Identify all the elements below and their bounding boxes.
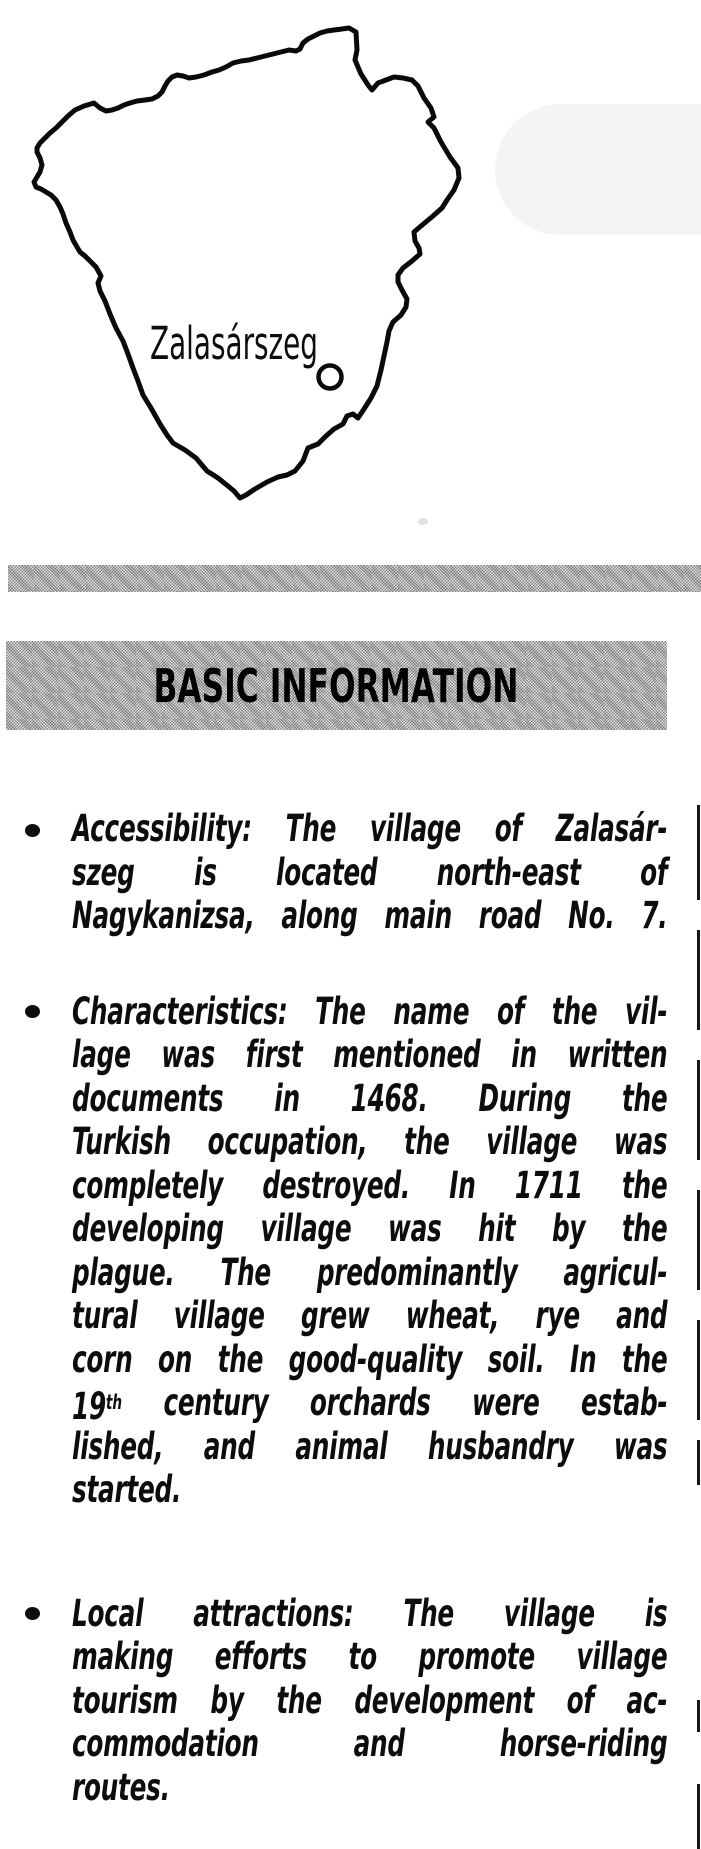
scan-blob-artifact <box>495 104 701 235</box>
text-line <box>72 1679 667 1723</box>
word: first <box>245 1033 303 1076</box>
word: along <box>281 894 358 937</box>
word: village <box>503 1591 595 1635</box>
word: orchards <box>309 1381 431 1424</box>
word: szeg <box>72 850 135 894</box>
word: No. <box>568 894 615 937</box>
word: the <box>621 1163 668 1207</box>
word: Accessibility: <box>72 807 252 850</box>
text-line <box>72 1635 667 1679</box>
word: and <box>353 1722 405 1765</box>
bullet-dot <box>25 1005 40 1018</box>
word: The <box>220 1250 271 1294</box>
word: attractions: <box>193 1591 354 1635</box>
word: husbandry <box>427 1424 574 1468</box>
word: In <box>449 1163 476 1207</box>
word: Nagykanizsa, <box>72 894 255 937</box>
edge-mark <box>697 1190 700 1290</box>
word: by <box>551 1207 586 1250</box>
word: The <box>285 807 337 850</box>
section-title: BASIC INFORMATION <box>153 659 519 713</box>
word: on <box>157 1337 193 1381</box>
word: 1711 <box>514 1163 583 1207</box>
county-outline-map <box>0 0 480 520</box>
bullet-dot <box>25 1607 40 1620</box>
word: commodation <box>72 1722 259 1765</box>
word: tural <box>72 1294 138 1337</box>
word: is <box>644 1591 668 1635</box>
edge-mark <box>697 1700 700 1732</box>
word: was <box>161 1033 215 1076</box>
word: of <box>494 807 522 850</box>
edge-mark <box>697 930 700 1030</box>
word: promote <box>418 1635 535 1678</box>
county-border-path <box>34 28 459 498</box>
text-line <box>72 1425 667 1469</box>
section-banner <box>6 641 667 730</box>
edge-mark <box>697 805 700 900</box>
text-line <box>72 1294 667 1338</box>
word: village <box>576 1635 668 1678</box>
word: the <box>551 989 598 1033</box>
word: Local <box>72 1591 144 1635</box>
bullet-dot <box>25 824 40 837</box>
edge-mark <box>697 1060 700 1160</box>
word: making <box>72 1635 174 1678</box>
word: main <box>384 894 452 937</box>
word: rye <box>535 1294 580 1337</box>
word: destroyed. <box>262 1163 410 1207</box>
word: ac- <box>626 1678 668 1722</box>
text-line <box>72 807 667 851</box>
word: wheat, <box>405 1294 500 1337</box>
word: is <box>193 850 217 894</box>
word: village <box>369 807 461 850</box>
word: development <box>354 1678 535 1722</box>
word: the <box>404 1120 450 1163</box>
word: the <box>621 1207 668 1250</box>
word: The <box>315 989 366 1033</box>
text-line: started. <box>72 1468 182 1511</box>
word: village <box>486 1120 578 1163</box>
text-line <box>72 1338 667 1382</box>
text-line <box>72 990 667 1034</box>
word: the <box>621 1337 668 1381</box>
text-line <box>72 894 667 938</box>
word: estab- <box>580 1381 668 1424</box>
word: the <box>276 1678 322 1722</box>
word: the <box>217 1337 264 1381</box>
word: was <box>613 1424 668 1468</box>
word: predominantly <box>316 1250 518 1294</box>
village-marker-circle <box>319 366 342 389</box>
word: in <box>274 1076 300 1120</box>
word: corn <box>72 1337 133 1381</box>
word: During <box>478 1076 572 1120</box>
word: and <box>616 1294 668 1337</box>
word: of <box>496 989 525 1033</box>
text-line <box>72 851 667 895</box>
word: of <box>566 1678 594 1722</box>
word: was <box>388 1207 442 1250</box>
word: to <box>348 1635 377 1678</box>
word: north-east <box>436 850 581 894</box>
word: Turkish <box>72 1120 171 1163</box>
bullet-paragraph <box>72 807 667 938</box>
text-line <box>72 1722 667 1766</box>
word: the <box>621 1076 668 1120</box>
word: efforts <box>214 1635 307 1678</box>
word: by <box>210 1678 244 1722</box>
word: road <box>478 894 542 937</box>
word: soil. <box>487 1337 545 1381</box>
edge-mark <box>697 1440 700 1485</box>
word: completely <box>72 1163 224 1207</box>
edge-mark <box>697 1784 700 1849</box>
word: village <box>173 1294 265 1337</box>
text-line <box>72 1207 667 1251</box>
bullet-paragraph <box>72 990 667 1512</box>
word: was <box>613 1120 668 1163</box>
word: tourism <box>72 1678 178 1722</box>
word: mentioned <box>333 1033 481 1076</box>
text-line <box>72 1592 667 1636</box>
text-line <box>72 1251 667 1295</box>
text-line <box>72 1120 667 1164</box>
text-line <box>72 1077 667 1121</box>
word: plague. <box>72 1250 175 1294</box>
word: village <box>260 1207 352 1250</box>
word: located <box>276 850 378 894</box>
word: and <box>203 1424 255 1468</box>
word: animal <box>295 1424 388 1468</box>
word: developing <box>72 1207 224 1250</box>
word: agricul- <box>563 1250 668 1294</box>
word: lished, <box>72 1424 164 1468</box>
word: in <box>511 1033 537 1076</box>
word: documents <box>72 1076 224 1120</box>
word: In <box>570 1337 597 1381</box>
word: grew <box>300 1294 370 1337</box>
word: were <box>471 1381 540 1424</box>
word: Zalasár- <box>555 807 668 850</box>
word: vil- <box>625 989 668 1033</box>
section-title-svg <box>6 641 667 730</box>
text-line <box>72 1164 667 1208</box>
text-line: routes. <box>72 1765 170 1809</box>
word: of <box>640 850 668 894</box>
bullet-paragraph <box>72 1592 667 1810</box>
edge-mark <box>697 1320 700 1420</box>
word: 7. <box>641 894 668 937</box>
body-text-column <box>72 807 667 1809</box>
word: good-quality <box>288 1337 463 1381</box>
halftone-divider-bar <box>8 565 701 592</box>
text-line <box>72 1381 668 1429</box>
village-name-label: Zalasárszeg <box>150 317 318 370</box>
word: Characteristics: <box>72 989 288 1033</box>
word: name <box>393 989 470 1033</box>
word: lage <box>72 1033 131 1076</box>
word: occupation, <box>207 1120 368 1163</box>
word: 19th <box>72 1385 123 1429</box>
text-line <box>72 1033 667 1077</box>
word: The <box>403 1591 454 1635</box>
word: hit <box>478 1207 516 1250</box>
word: century <box>163 1381 269 1424</box>
word: written <box>567 1033 668 1076</box>
word: 1468. <box>350 1076 428 1120</box>
word: horse-riding <box>499 1722 668 1765</box>
